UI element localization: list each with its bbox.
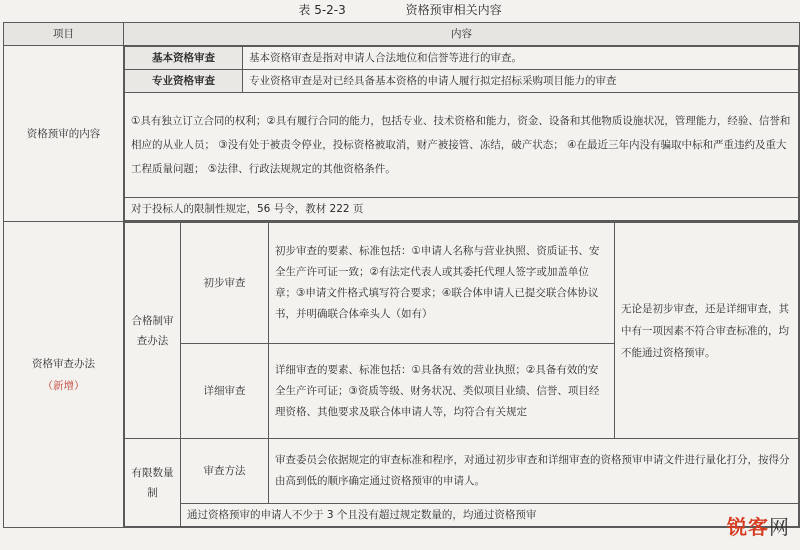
section2-label: 资格审查办法 (32, 357, 95, 370)
section2-new-tag: （新增） (42, 379, 85, 392)
method2-step-name: 审查方法 (181, 439, 269, 504)
site-watermark (727, 511, 790, 540)
table-number: 表 5-2-3 (298, 3, 346, 17)
table-caption (0, 0, 800, 22)
method2-text: 审查委员会依据规定的审查标准和程序，对通过初步审查和详细审查的资格预审申请文件进行量化打分，按得分由高到低的顺序确定通过资格预审的申请人。 (269, 439, 799, 504)
type-desc-basic: 基本资格审查是指对申请人合法地位和信誉等进行的审查。 (243, 47, 799, 70)
header-row (4, 23, 800, 46)
note-text: 对于投标人的限制性规定，56 号令，教材 222 页 (125, 198, 799, 221)
method1-remark: 无论是初步审查，还是详细审查，其中有一项因素不符合审查标准的，均不能通过资格预审。 (615, 223, 799, 439)
method2-row1 (125, 439, 799, 504)
header-content: 内容 (124, 23, 800, 46)
section2-label-cell (4, 222, 124, 528)
conditions-text: ①具有独立订立合同的权利；②具有履行合同的能力，包括专业、技术资格和能力，资金、设备和其他物质设施状况，管理能力，经验、信誉和相应的从业人员； ③没有处于被责令停业，投标资格被取消，财产被接管、冻结，破产状态； ④在最近三年内没有骗取中标和严重违约及重大工程质量问题； ⑤法律、行政法规规定的其他资格条件。 (125, 93, 799, 198)
method2-row2 (125, 504, 799, 527)
section2-row (4, 222, 800, 528)
method1-step1-text: 初步审查的要素、标准包括：①申请人名称与营业执照、资质证书、安全生产许可证一致；②有法定代表人或其委托代理人签字或加盖单位章；③申请文件格式填写符合要求；④联合体申请人已提交联合体协议书，并明确联合体牵头人（如有） (269, 223, 615, 344)
qualification-table (3, 22, 800, 528)
method1-name: 合格制审查办法 (125, 223, 181, 439)
section1-row (4, 46, 800, 222)
type-row-professional (125, 70, 799, 93)
type-name-professional: 专业资格审查 (125, 70, 243, 93)
type-row-basic (125, 47, 799, 70)
watermark-part2: 网 (769, 515, 790, 539)
section1-label: 资格预审的内容 (4, 46, 124, 222)
note-row (125, 198, 799, 221)
method1-step2-name: 详细审查 (181, 344, 269, 439)
method2-name: 有限数量制 (125, 439, 181, 527)
method1-row1 (125, 223, 799, 344)
section1-inner (124, 46, 799, 221)
method1-step2-text: 详细审查的要素、标准包括：①具备有效的营业执照；②具备有效的安全生产许可证；③资质等级、财务状况、类似项目业绩、信誉、项目经理资格、其他要求及联合体申请人等，均符合有关规定 (269, 344, 615, 439)
type-desc-professional: 专业资格审查是对已经具备基本资格的申请人履行拟定招标采购项目能力的审查 (243, 70, 799, 93)
conditions-row (125, 93, 799, 198)
table-title: 资格预审相关内容 (405, 3, 502, 17)
type-name-basic: 基本资格审查 (125, 47, 243, 70)
method2-extra: 通过资格预审的申请人不少于 3 个且没有超过规定数量的，均通过资格预审 (181, 504, 799, 527)
watermark-part1: 锐客 (727, 515, 769, 539)
section2-inner (124, 222, 799, 527)
method1-step1-name: 初步审查 (181, 223, 269, 344)
header-item: 项目 (4, 23, 124, 46)
